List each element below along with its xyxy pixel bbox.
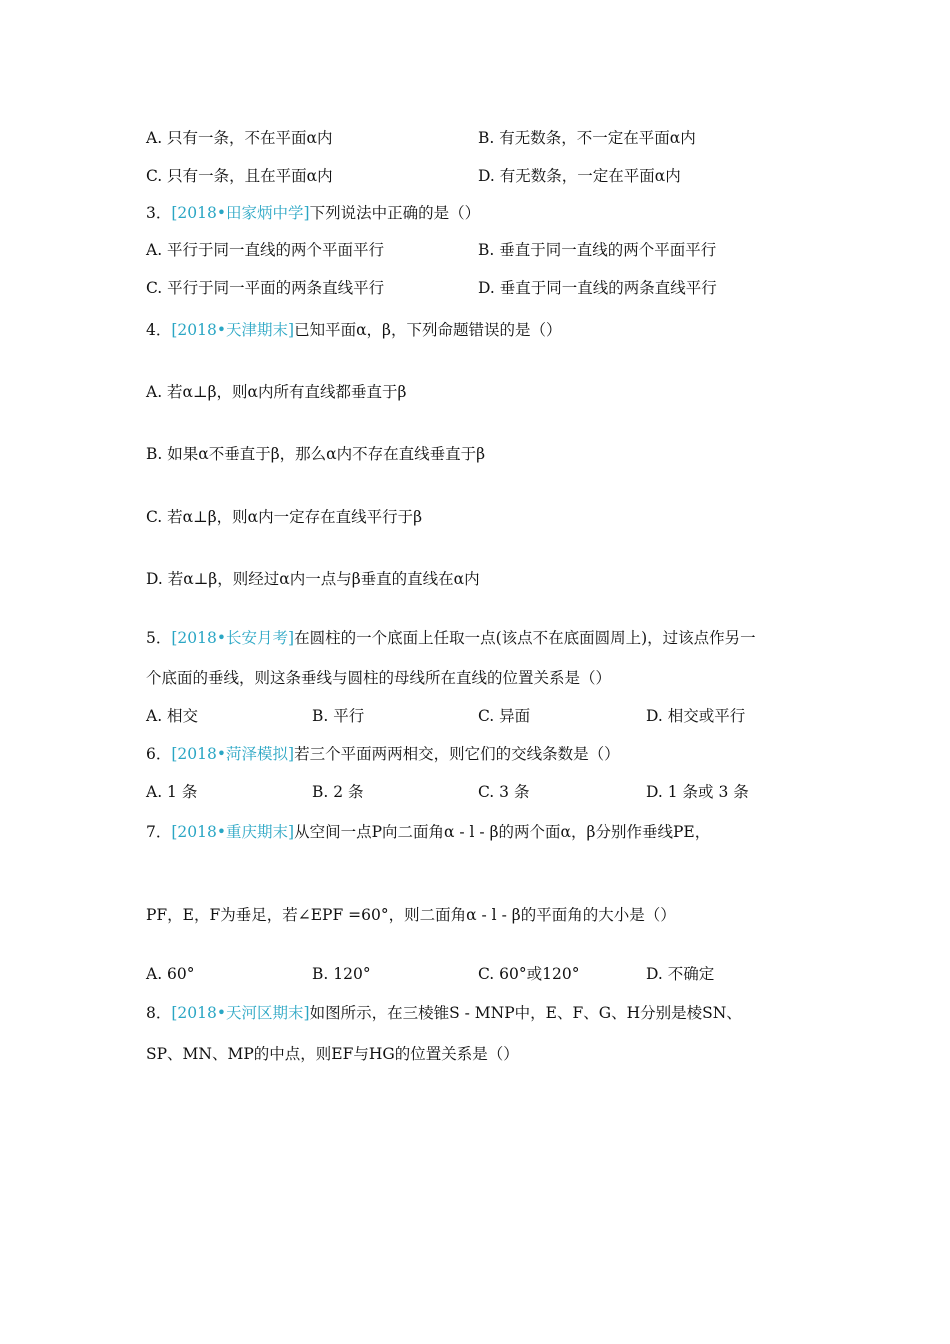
q5-option-a: A. 相交 [146,707,199,725]
q2-option-b: B. 有无数条，不一定在平面α内 [478,129,696,147]
q4-option-d: D. 若α⊥β，则经过α内一点与β垂直的直线在α内 [146,570,480,588]
question-source: [2018•田家炳中学] [171,204,310,222]
q2-option-d: D. 有无数条，一定在平面α内 [478,167,681,185]
question-source: [2018•长安月考] [171,629,295,647]
question-stem-line-1: 从空间一点P向二面角α - l - β的两个面α，β分别作垂线PE， [294,823,711,841]
question-7 [146,822,710,842]
q7-option-c: C. 60°或120° [478,965,580,983]
question-stem-line-1: 在圆柱的一个底面上任取一点(该点不在底面圆周上)，过该点作另一 [294,629,756,647]
question-5-line-2: 个底面的垂线，则这条垂线与圆柱的母线所在直线的位置关系是（） [146,669,612,687]
question-number: 6． [146,745,172,763]
q4-option-c: C. 若α⊥β，则α内一定存在直线平行于β [146,508,423,526]
q6-option-d: D. 1 条或 3 条 [646,783,749,801]
question-stem: 若三个平面两两相交，则它们的交线条数是（） [294,745,620,763]
question-number: 4． [146,321,172,339]
q6-option-a: A. 1 条 [146,783,198,801]
q6-option-b: B. 2 条 [312,783,364,801]
q5-option-c: C. 异面 [478,707,531,725]
q7-option-d: D. 不确定 [646,965,715,983]
q2-option-c: C. 只有一条，且在平面α内 [146,167,333,185]
q3-option-c: C. 平行于同一平面的两条直线平行 [146,279,385,297]
q5-option-b: B. 平行 [312,707,365,725]
question-8 [146,1003,742,1023]
question-stem: 下列说法中正确的是（） [309,204,481,222]
q3-option-a: A. 平行于同一直线的两个平面平行 [146,241,385,259]
question-7-line-2: PF，E，F为垂足，若∠EPF =60°，则二面角α - l - β的平面角的大小是（） [146,906,676,924]
q2-option-a: A. 只有一条，不在平面α内 [146,129,333,147]
q4-option-a: A. 若α⊥β，则α内所有直线都垂直于β [146,383,407,401]
q7-option-b: B. 120° [312,965,371,983]
question-source: [2018•菏泽模拟] [171,745,295,763]
question-source: [2018•天津期末] [171,321,295,339]
q3-option-b: B. 垂直于同一直线的两个平面平行 [478,241,717,259]
question-4 [146,320,562,340]
question-source: [2018•重庆期末] [171,823,295,841]
question-stem: 已知平面α，β，下列命题错误的是（） [294,321,562,339]
q3-option-d: D. 垂直于同一直线的两条直线平行 [478,279,717,297]
q6-option-c: C. 3 条 [478,783,530,801]
question-8-line-2: SP、MN、MP的中点，则EF与HG的位置关系是（） [146,1045,519,1063]
question-number: 5． [146,629,172,647]
question-6 [146,744,620,764]
question-number: 8． [146,1004,172,1022]
question-number: 3． [146,204,172,222]
question-5 [146,628,756,648]
q5-option-d: D. 相交或平行 [646,707,746,725]
question-stem-line-1: 如图所示，在三棱锥S - MNP中，E、F、G、H分别是棱SN、 [309,1004,742,1022]
q7-option-a: A. 60° [146,965,195,983]
question-source: [2018•天河区期末] [171,1004,310,1022]
question-number: 7． [146,823,172,841]
question-3 [146,203,480,223]
q4-option-b: B. 如果α不垂直于β，那么α内不存在直线垂直于β [146,445,486,463]
